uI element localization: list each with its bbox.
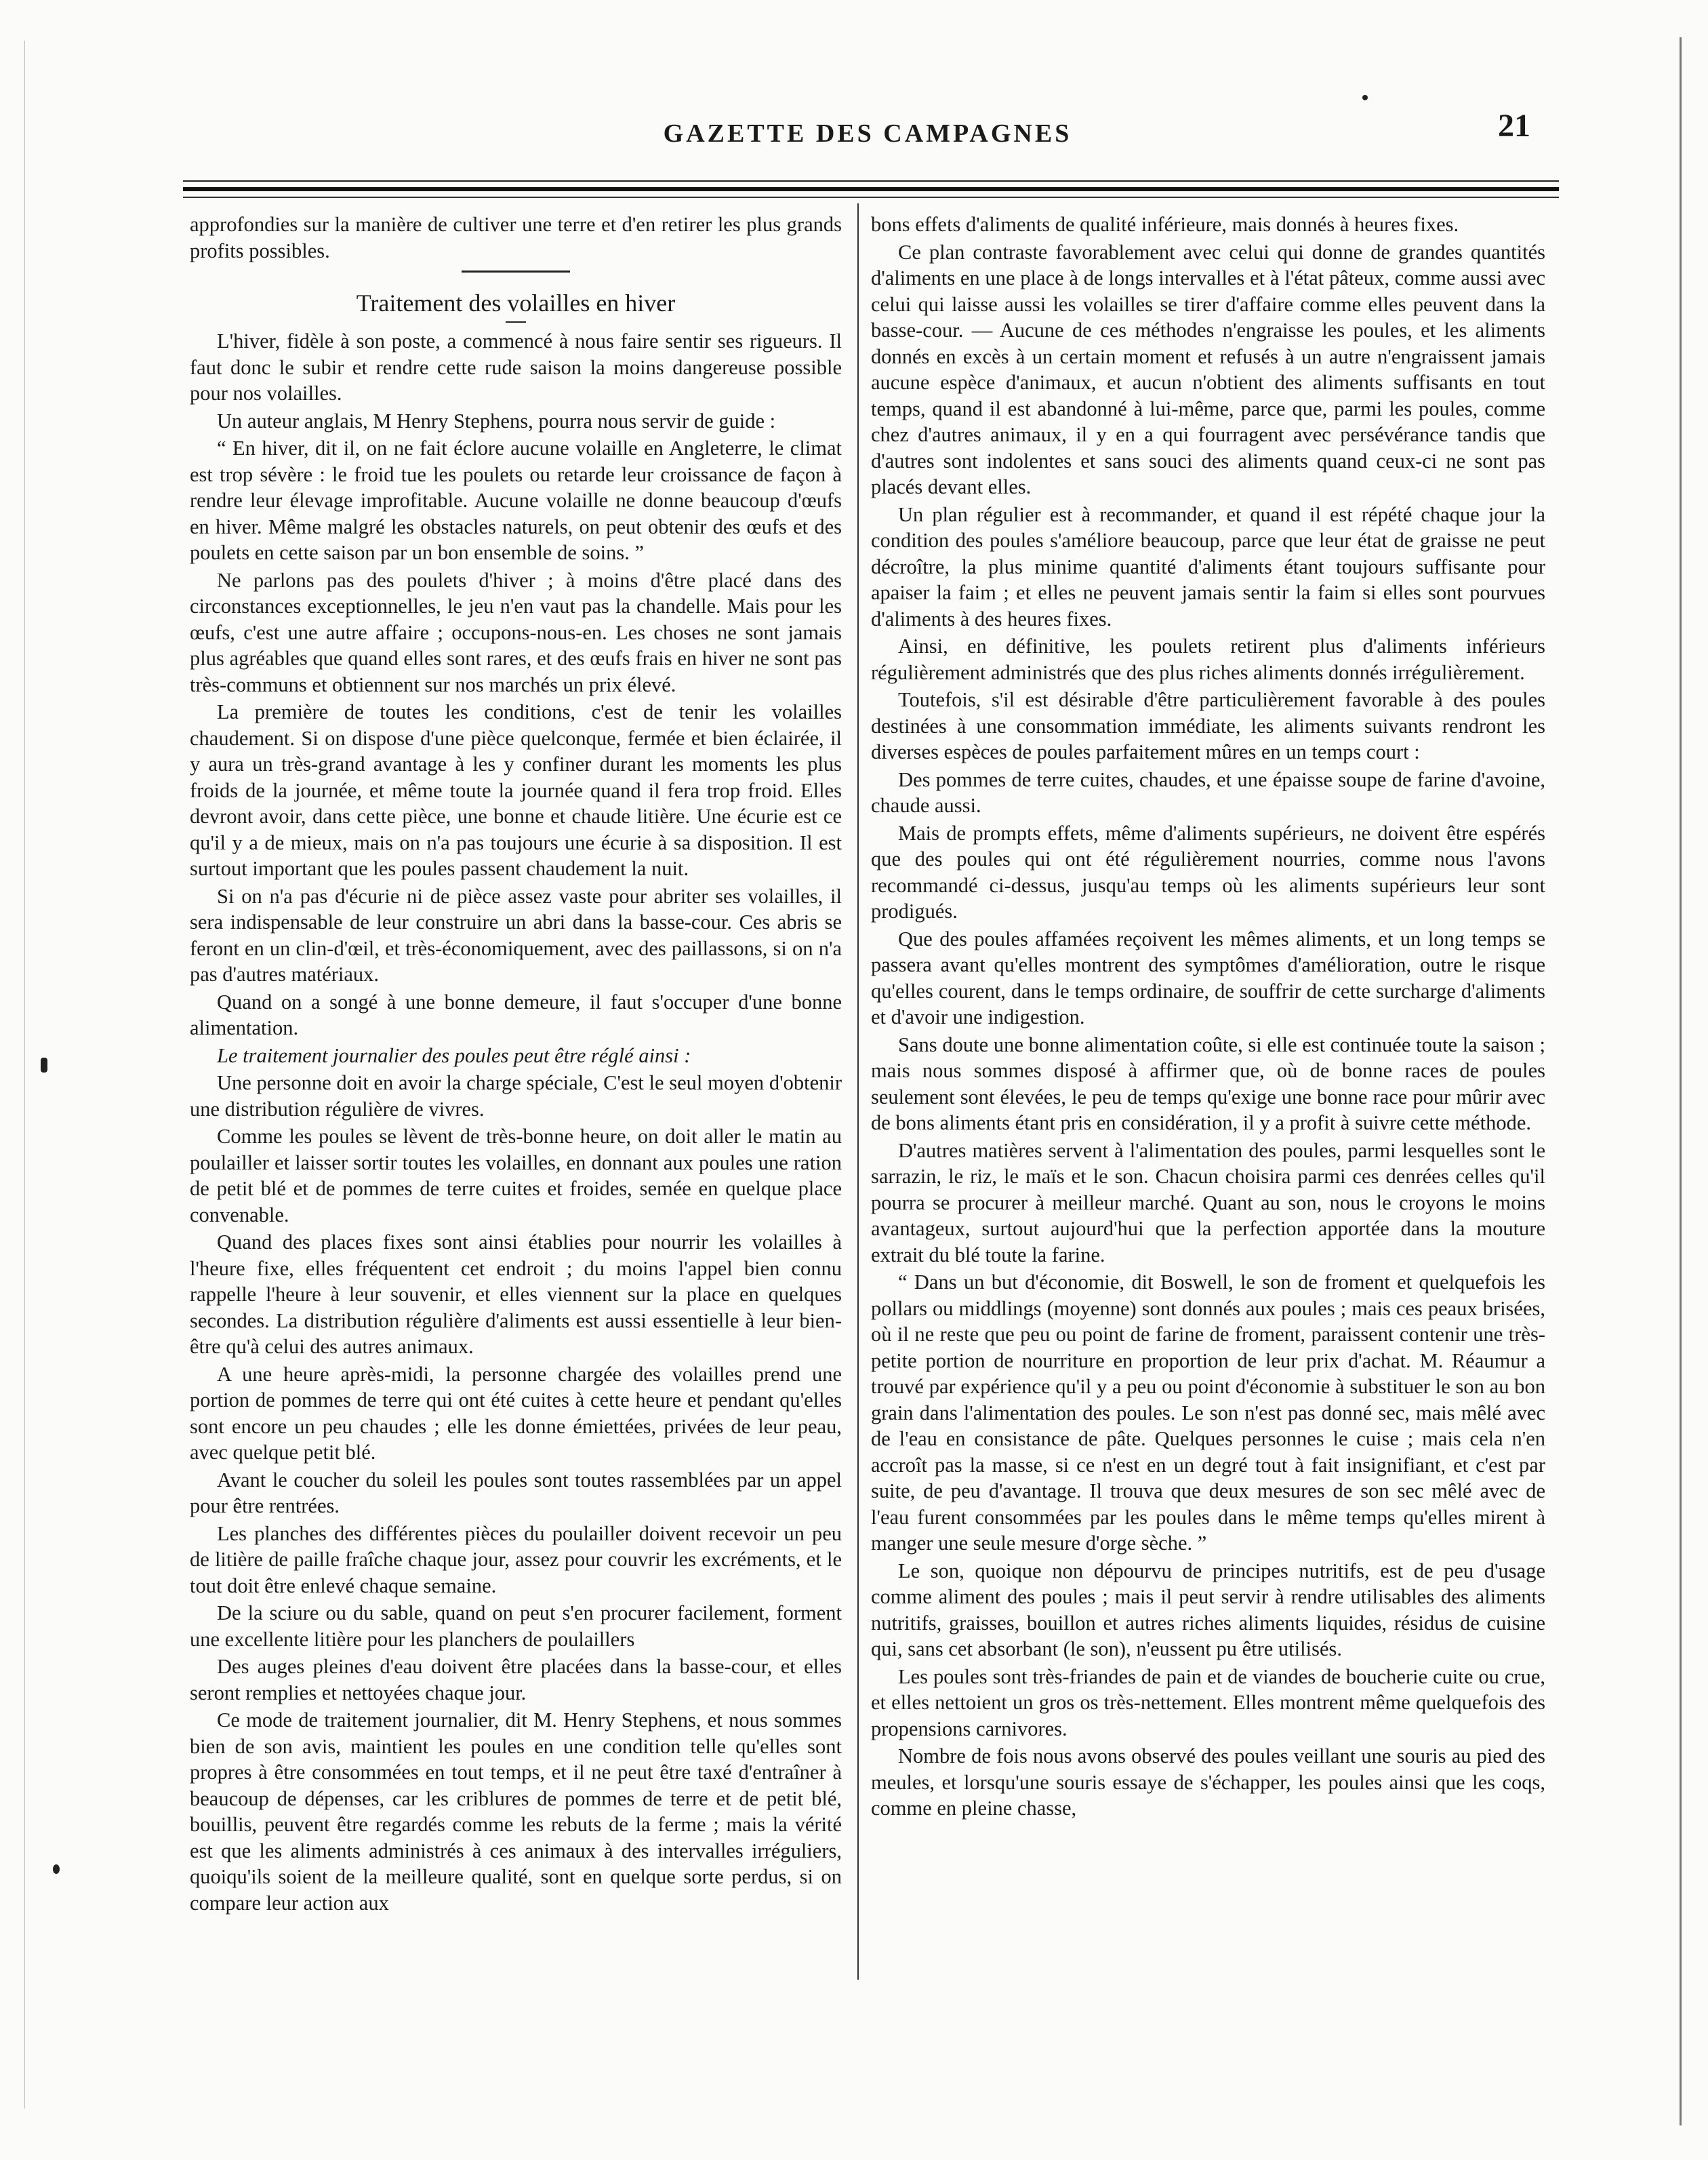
paragraph: Avant le coucher du soleil les poules sont toutes rassemblées par un appel pour être rentrées. — [190, 1468, 842, 1517]
paragraph: Quand on a songé à une bonne demeure, il faut s'occuper d'une bonne alimentation. — [190, 990, 842, 1039]
paragraph: Des auges pleines d'eau doivent être placées dans la basse-cour, et elles seront remplies et nettoyées chaque jour. — [190, 1655, 842, 1704]
right-column — [871, 212, 1545, 1988]
paragraph: Le son, quoique non dépourvu de principes nutritifs, est de peu d'usage comme aliment des poules ; mais il peut servir à rendre utilisables des aliments nutritifs, graisses, bouillon et autres riches aliments liquides, résidus de cuisine qui, sans cet absorbant (le son), n'eussent pu être utilisés. — [871, 1559, 1545, 1660]
paragraph: Comme les poules se lèvent de très-bonne heure, on doit aller le matin au poulailler et laisser sortir toutes les volailles, en donnant aux poules une ration de petit blé et de pommes de terre cuites et froides, semée en quelque place convenable. — [190, 1125, 842, 1226]
paragraph: Ce plan contraste favorablement avec celui qui donne de grandes quantités d'aliments en une place à de longs intervalles et à l'état pâteux, comme aussi avec celui qui laisse aussi les volailles se tirer d'affaire comme elles peuvent dans la basse-cour. — Aucune de ces méthodes n'engraisse les poules, et les aliments donnés en excès à un certain moment et refusés à un autre n'engraissent jamais aucune espèce d'animaux, et aucun n'obtient des aliments suffisants en tout temps, quand il est abandonné à lui-même, parce que, parmi les poules, comme chez d'autres animaux, il y en a qui fourragent avec persévérance tandis que d'autres sont indolentes et sans souci des aliments quand ceux-ci ne sont pas placés devant elles. — [871, 240, 1545, 498]
section-separator — [462, 271, 570, 273]
paragraph: Quand des places fixes sont ainsi établies pour nourrir les volailles à l'heure fixe, elles fréquentent cet endroit ; du moins l'appel bien connu rappelle l'heure à leur souvenir, et elles viennent sur la place en quelques secondes. La distribution régulière d'aliments est aussi essentielle à leur bien-être qu'à celui des autres animaux. — [190, 1231, 842, 1358]
paragraph: Mais de prompts effets, même d'aliments supérieurs, ne doivent être espérés que des poules qui ont été régulièrement nourries, comme nous l'avons recommandé ci-dessus, jusqu'au temps où les aliments supérieurs leur sont prodigués. — [871, 821, 1545, 923]
ink-mark — [41, 1058, 47, 1073]
paragraph: Ainsi, en définitive, les poulets retirent plus d'aliments inférieurs régulièrement administrés que des plus riches aliments donnés irrégulièrement. — [871, 635, 1545, 684]
column-divider — [857, 203, 859, 1980]
paragraph: Toutefois, s'il est désirable d'être particulièrement favorable à des poules destinées à une consommation immédiate, les aliments suivants rendront les diverses espèces de poules parfaitement mûres en un temps court : — [871, 688, 1545, 763]
header-rule-thin-lower — [183, 197, 1559, 198]
title-dash — [506, 321, 526, 323]
paragraph: bons effets d'aliments de qualité inférieure, mais donnés à heures fixes. — [871, 213, 1459, 236]
section-title: Traitement des volailles en hiver — [356, 289, 676, 317]
paragraph: La première de toutes les conditions, c'est de tenir les volailles chaudement. Si on dispose d'une pièce quelconque, fermée et bien éclairée, il y aura un très-grand avantage à les y confiner durant les moments les plus froids de la journée, et même toute la journée quand il fera trop froid. Elles devront avoir, dans cette pièce, une bonne et chaude litière. Une écurie est ce qu'il y a de mieux, mais on n'a pas toujours une écurie à sa disposition. Il est surtout important que les poules passent chaudement la nuit. — [190, 700, 842, 880]
newspaper-title: GAZETTE DES CAMPAGNES — [663, 119, 1072, 148]
paragraph: Si on n'a pas d'écurie ni de pièce assez vaste pour abriter ses volailles, il sera indispensable de leur construire un abri dans la basse-cour. Ces abris se feront en un clin-d'œil, et très-économiquement, avec des paillassons, si on n'a pas d'autres matériaux. — [190, 884, 842, 986]
ink-speck — [1362, 95, 1368, 100]
page-edge-left — [24, 41, 25, 2108]
paragraph: Sans doute une bonne alimentation coûte, si elle est continuée toute la saison ; mais nous sommes disposé à affirmer que, où de bonne races de poules seulement sont élevées, le peu de temps qu'exige une bonne race pour mûrir avec de bons aliments étant pris en considération, il y a profit à suivre cette méthode. — [871, 1033, 1545, 1134]
header-rule-thick — [183, 187, 1559, 191]
left-column — [190, 212, 842, 1988]
paragraph-italic: Le traitement journalier des poules peut être réglé ainsi : — [217, 1043, 691, 1067]
paragraph: Nombre de fois nous avons observé des poules veillant une souris au pied des meules, et lorsqu'une souris essaye de s'échapper, les poules ainsi que les coqs, comme en pleine chasse, — [871, 1744, 1545, 1820]
paragraph: Ce mode de traitement journalier, dit M. Henry Stephens, et nous sommes bien de son avis, maintient les poules en une condition telle qu'elles sont propres à être consommées en tout temps, et il ne peut être taxé d'entraîner à beaucoup de dépenses, car les criblures de pommes de terre et de petit blé, bouillis, peuvent être regardés comme les rebuts de la ferme ; mais la vérité est que les aliments administrés à ces animaux à des intervalles irréguliers, quoiqu'ils soient de la meilleure qualité, sont en quelque sorte perdus, si on compare leur action aux — [190, 1708, 842, 1915]
paragraph: Ne parlons pas des poulets d'hiver ; à moins d'être placé dans des circonstances exceptionnelles, le jeu n'en vaut pas la chandelle. Mais pour les œufs, c'est une autre affaire ; occupons-nous-en. Les choses ne sont jamais plus agréables que quand elles sont rares, et des œufs frais en hiver ne sont pas très-communs et obtiennent sur nos marchés un prix élevé. — [190, 568, 842, 696]
paragraph: Un plan régulier est à recommander, et quand il est répété chaque jour la condition des poules s'améliore beaucoup, parce que leur état de graisse ne peut décroître, la plus minime quantité d'aliments étant toujours suffisante pour apaiser la faim ; et elles ne peuvent jamais sentir la faim si elles sont pourvues d'aliments à des heures fixes. — [871, 502, 1545, 631]
paragraph: Des pommes de terre cuites, chaudes, et une épaisse soupe de farine d'avoine, chaude aussi. — [871, 767, 1545, 817]
paragraph: “ En hiver, dit il, on ne fait éclore aucune volaille en Angleterre, le climat est trop sévère : le froid tue les poulets ou retarde leur croissance de façon à rendre leur élevage improfitable. Aucune volaille ne donne beaucoup d'œufs en hiver. Même malgré les obstacles naturels, on peut obtenir des œufs et des poulets en cette saison par un bon ensemble de soins. ” — [190, 437, 842, 564]
paragraph: Un auteur anglais, M Henry Stephens, pourra nous servir de guide : — [217, 409, 776, 433]
intro-paragraph: approfondies sur la manière de cultiver une terre et d'en retirer les plus grands profits possibles. — [190, 213, 842, 262]
paragraph: Que des poules affamées reçoivent les mêmes aliments, et un long temps se passera avant qu'elles montrent des symptômes d'amélioration, outre le risque qu'elles courent, dans le temps ordinaire, de souffrir de cette surcharge d'aliments et d'avoir une indigestion. — [871, 927, 1545, 1028]
page-number: 21 — [1498, 108, 1530, 144]
paragraph: De la sciure ou du sable, quand on peut s'en procurer facilement, forment une excellente litière pour les planchers de poulaillers — [190, 1601, 842, 1651]
header-rule-thin — [183, 180, 1559, 182]
page-edge-right — [1680, 37, 1682, 2125]
quote-paragraph: “ Dans un but d'économie, dit Boswell, le son de froment et quelquefois les pollars ou middlings (moyenne) sont donnés aux poules ; mais ces peaux brisées, où il ne reste que peu ou point de farine de froment, paraissent contenir une très-petite portion de nourriture en proportion de leur prix d'achat. M. Réaumur a trouvé par expérience qu'il y a peu ou point d'économie à substituer le son au bon grain dans l'alimentation des poules. Le son n'est pas donné sec, mais mêlé avec de l'eau en consistance de pâte. Quelques personnes le cuise ; mais cela n'en accroît pas la masse, si ce n'est en un degré tout à fait insignifiant, et c'est par suite, de peu d'avantage. Il trouva que deux mesures de son sec mêlé avec de l'eau furent consommées par les poules dans le même temps qu'elles mirent à manger une seule mesure d'orge sèche. ” — [871, 1271, 1545, 1555]
paragraph: A une heure après-midi, la personne chargée des volailles prend une portion de pommes de terre qui ont été cuites à cette heure et pendant qu'elles sont encore un peu chaudes ; elle les donne émiettées, privées de leur peau, avec quelque petit blé. — [190, 1362, 842, 1464]
paragraph: D'autres matières servent à l'alimentation des poules, parmi lesquelles sont le sarrazin, le riz, le maïs et le son. Chacun choisira parmi ces denrées celles qu'il pourra se procurer à meilleur marché. Quant au son, nous le croyons le moins avantageux, surtout aujourd'hui que la perfection apportée dans la mouture extrait du blé toute la farine. — [871, 1138, 1545, 1266]
paragraph: Les planches des différentes pièces du poulailler doivent recevoir un peu de litière de paille fraîche chaque jour, assez pour couvrir les excréments, et le tout doit être enlevé chaque semaine. — [190, 1521, 842, 1597]
paragraph: L'hiver, fidèle à son poste, a commencé à nous faire sentir ses rigueurs. Il faut donc le subir et rendre cette rude saison la moins dangereuse possible pour nos volailles. — [190, 329, 842, 405]
paragraph: Une personne doit en avoir la charge spéciale, C'est le seul moyen d'obtenir une distribution régulière de vivres. — [190, 1071, 842, 1121]
paragraph: Les poules sont très-friandes de pain et de viandes de boucherie cuite ou crue, et elles nettoient un gros os très-nettement. Elles montrent même quelquefois des propensions carnivores. — [871, 1664, 1545, 1740]
ink-mark — [53, 1864, 60, 1874]
